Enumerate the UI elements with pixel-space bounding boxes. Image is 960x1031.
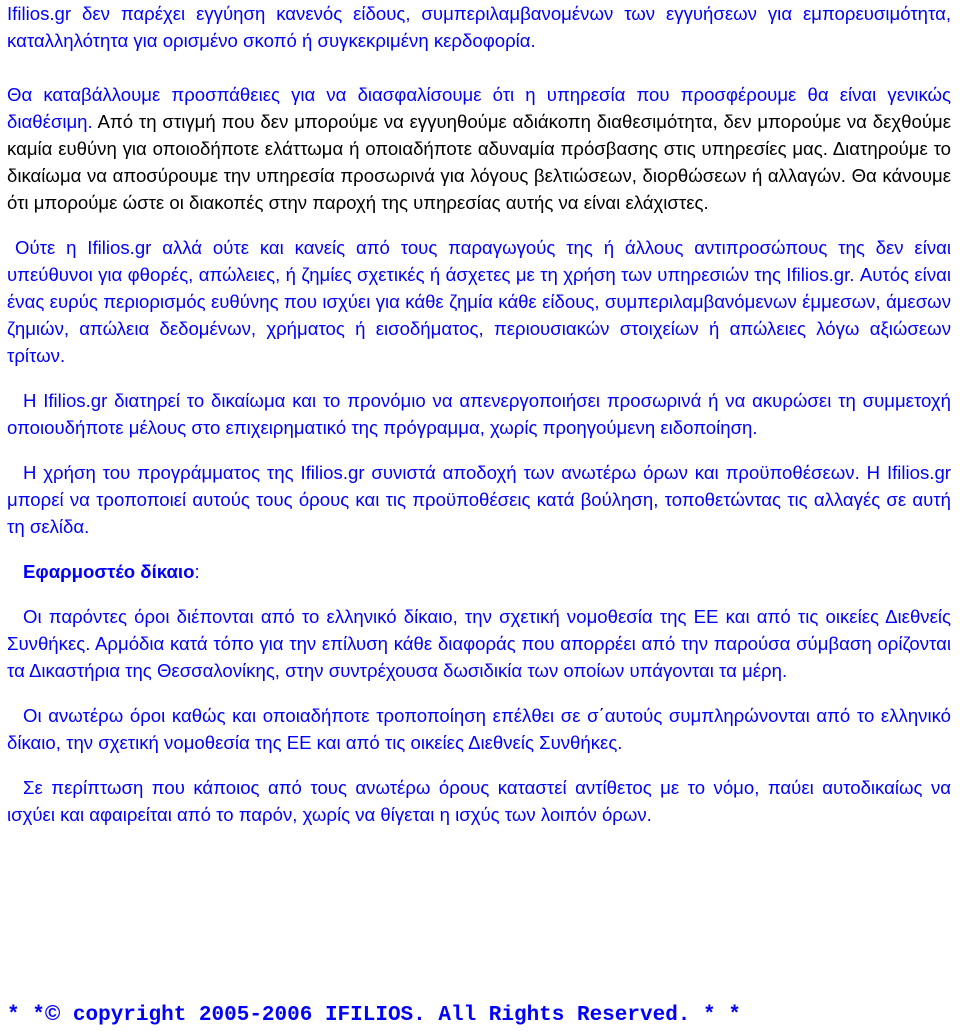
governing-law-colon: : xyxy=(194,561,200,582)
copyright-footer xyxy=(7,1000,947,1029)
governing-law-heading xyxy=(7,558,951,585)
governing-law-title: Εφαρμοστέο δίκαιο xyxy=(23,561,195,582)
jurisdiction-paragraph: Οι παρόντες όροι διέπονται από το ελληνικό δίκαιο, την σχετική νομοθεσία της ΕΕ και από τις οικείες Διεθνείς Συνθήκες. Αρμόδια κατά τόπο για την επίλυση κάθε διαφοράς που απορρέει από την παρούσα σύμβαση ορίζονται τα Δικαστήρια της Θεσσαλονίκης, στην συντρέχουσα δωσιδικία των οποίων υπάγονται τα μέρη. xyxy=(7,606,951,681)
copyright-text: copyright 2005-2006 IFILIOS. All Rights Reserved. * * xyxy=(60,1004,741,1027)
availability-intro-text: Θα καταβάλλουμε προσπάθειες για να διασφαλίσουμε ότι η υπηρεσία που προσφέρουμε θα είναι γενικώς διαθέσιμη. xyxy=(7,84,951,132)
warranty-disclaimer-paragraph: Ifilios.gr δεν παρέχει εγγύηση κανενός είδους, συμπεριλαμβανομένων των εγγυήσεων για εμπορευσιμότητα, καταλληλότητα για ορισμένο σκοπό ή συγκεκριμένη κερδοφορία. xyxy=(7,3,951,51)
availability-liability-text: Από τη στιγμή που δεν μπορούμε να εγγυηθούμε αδιάκοπη διαθεσιμότητα, δεν μπορούμε να δεχθούμε καμία ευθύνη για οποιοδήποτε ελάττωμα ή οποιαδήποτε αδυναμία πρόσβασης στις υπηρεσίες μας. Διατηρούμε το δικαίωμα να αποσύρουμε την υπηρεσία προσωρινά για λόγους βελτιώσεων, διορθώσεων ή αλλαγών. Θα κάνουμε ότι μπορούμε ώστε οι διακοπές στην παροχή της υπηρεσίας αυτής να είναι ελάχιστες. xyxy=(7,111,951,213)
footer-lead-asterisks: * * xyxy=(7,1004,45,1027)
severability-paragraph: Σε περίπτωση που κάποιος από τους ανωτέρω όρους καταστεί αντίθετος με το νόμο, παύει αυτοδικαίως να ισχύει και αφαιρείται από το παρόν, χωρίς να θίγεται η ισχύς των λοιπόν όρων. xyxy=(7,777,951,825)
availability-paragraph xyxy=(7,81,951,216)
membership-suspension-paragraph: Η Ifilios.gr διατηρεί το δικαίωμα και το προνόμιο να απενεργοποιήσει προσωρινά ή να ακυρώσει τη συμμετοχή οποιουδήποτε μέλους στο επιχειρηματικό της πρόγραμμα, χωρίς προηγούμενη ειδοποίηση. xyxy=(7,390,951,438)
acceptance-paragraph: Η χρήση του προγράμματος της Ifilios.gr συνιστά αποδοχή των ανωτέρω όρων και προϋποθέσεων. Η Ifilios.gr μπορεί να τροποποιεί αυτούς τους όρους και τις προϋποθέσεις κατά βούληση, τοποθετώντας τις αλλαγές σε αυτή τη σελίδα. xyxy=(7,462,951,537)
amendments-paragraph: Οι ανωτέρω όροι καθώς και οποιαδήποτε τροποποίηση επέλθει σε σ΄αυτούς συμπληρώνονται από το ελληνικό δίκαιο, την σχετική νομοθεσία της ΕΕ και από τις οικείες Διεθνείς Συνθήκες. xyxy=(7,705,951,753)
liability-limitation-paragraph: Ούτε η Ifilios.gr αλλά ούτε και κανείς από τους παραγωγούς της ή άλλους αντιπροσώπους της δεν είναι υπεύθυνοι για φθορές, απώλειες, ή ζημίες σχετικές ή άσχετες με τη χρήση των υπηρεσιών της Ifilios.gr. Αυτός είναι ένας ευρύς περιορισμός ευθύνης που ισχύει για κάθε ζημία κάθε είδους, συμπεριλαμβανόμενων έμμεσων, άμεσων ζημιών, απώλεια δεδομένων, χρήματος ή εισοδήματος, περιουσιακών στοιχείων ή απώλειες λόγω αξιώσεων τρίτων. xyxy=(7,237,951,366)
copyright-symbol: © xyxy=(44,1002,61,1025)
